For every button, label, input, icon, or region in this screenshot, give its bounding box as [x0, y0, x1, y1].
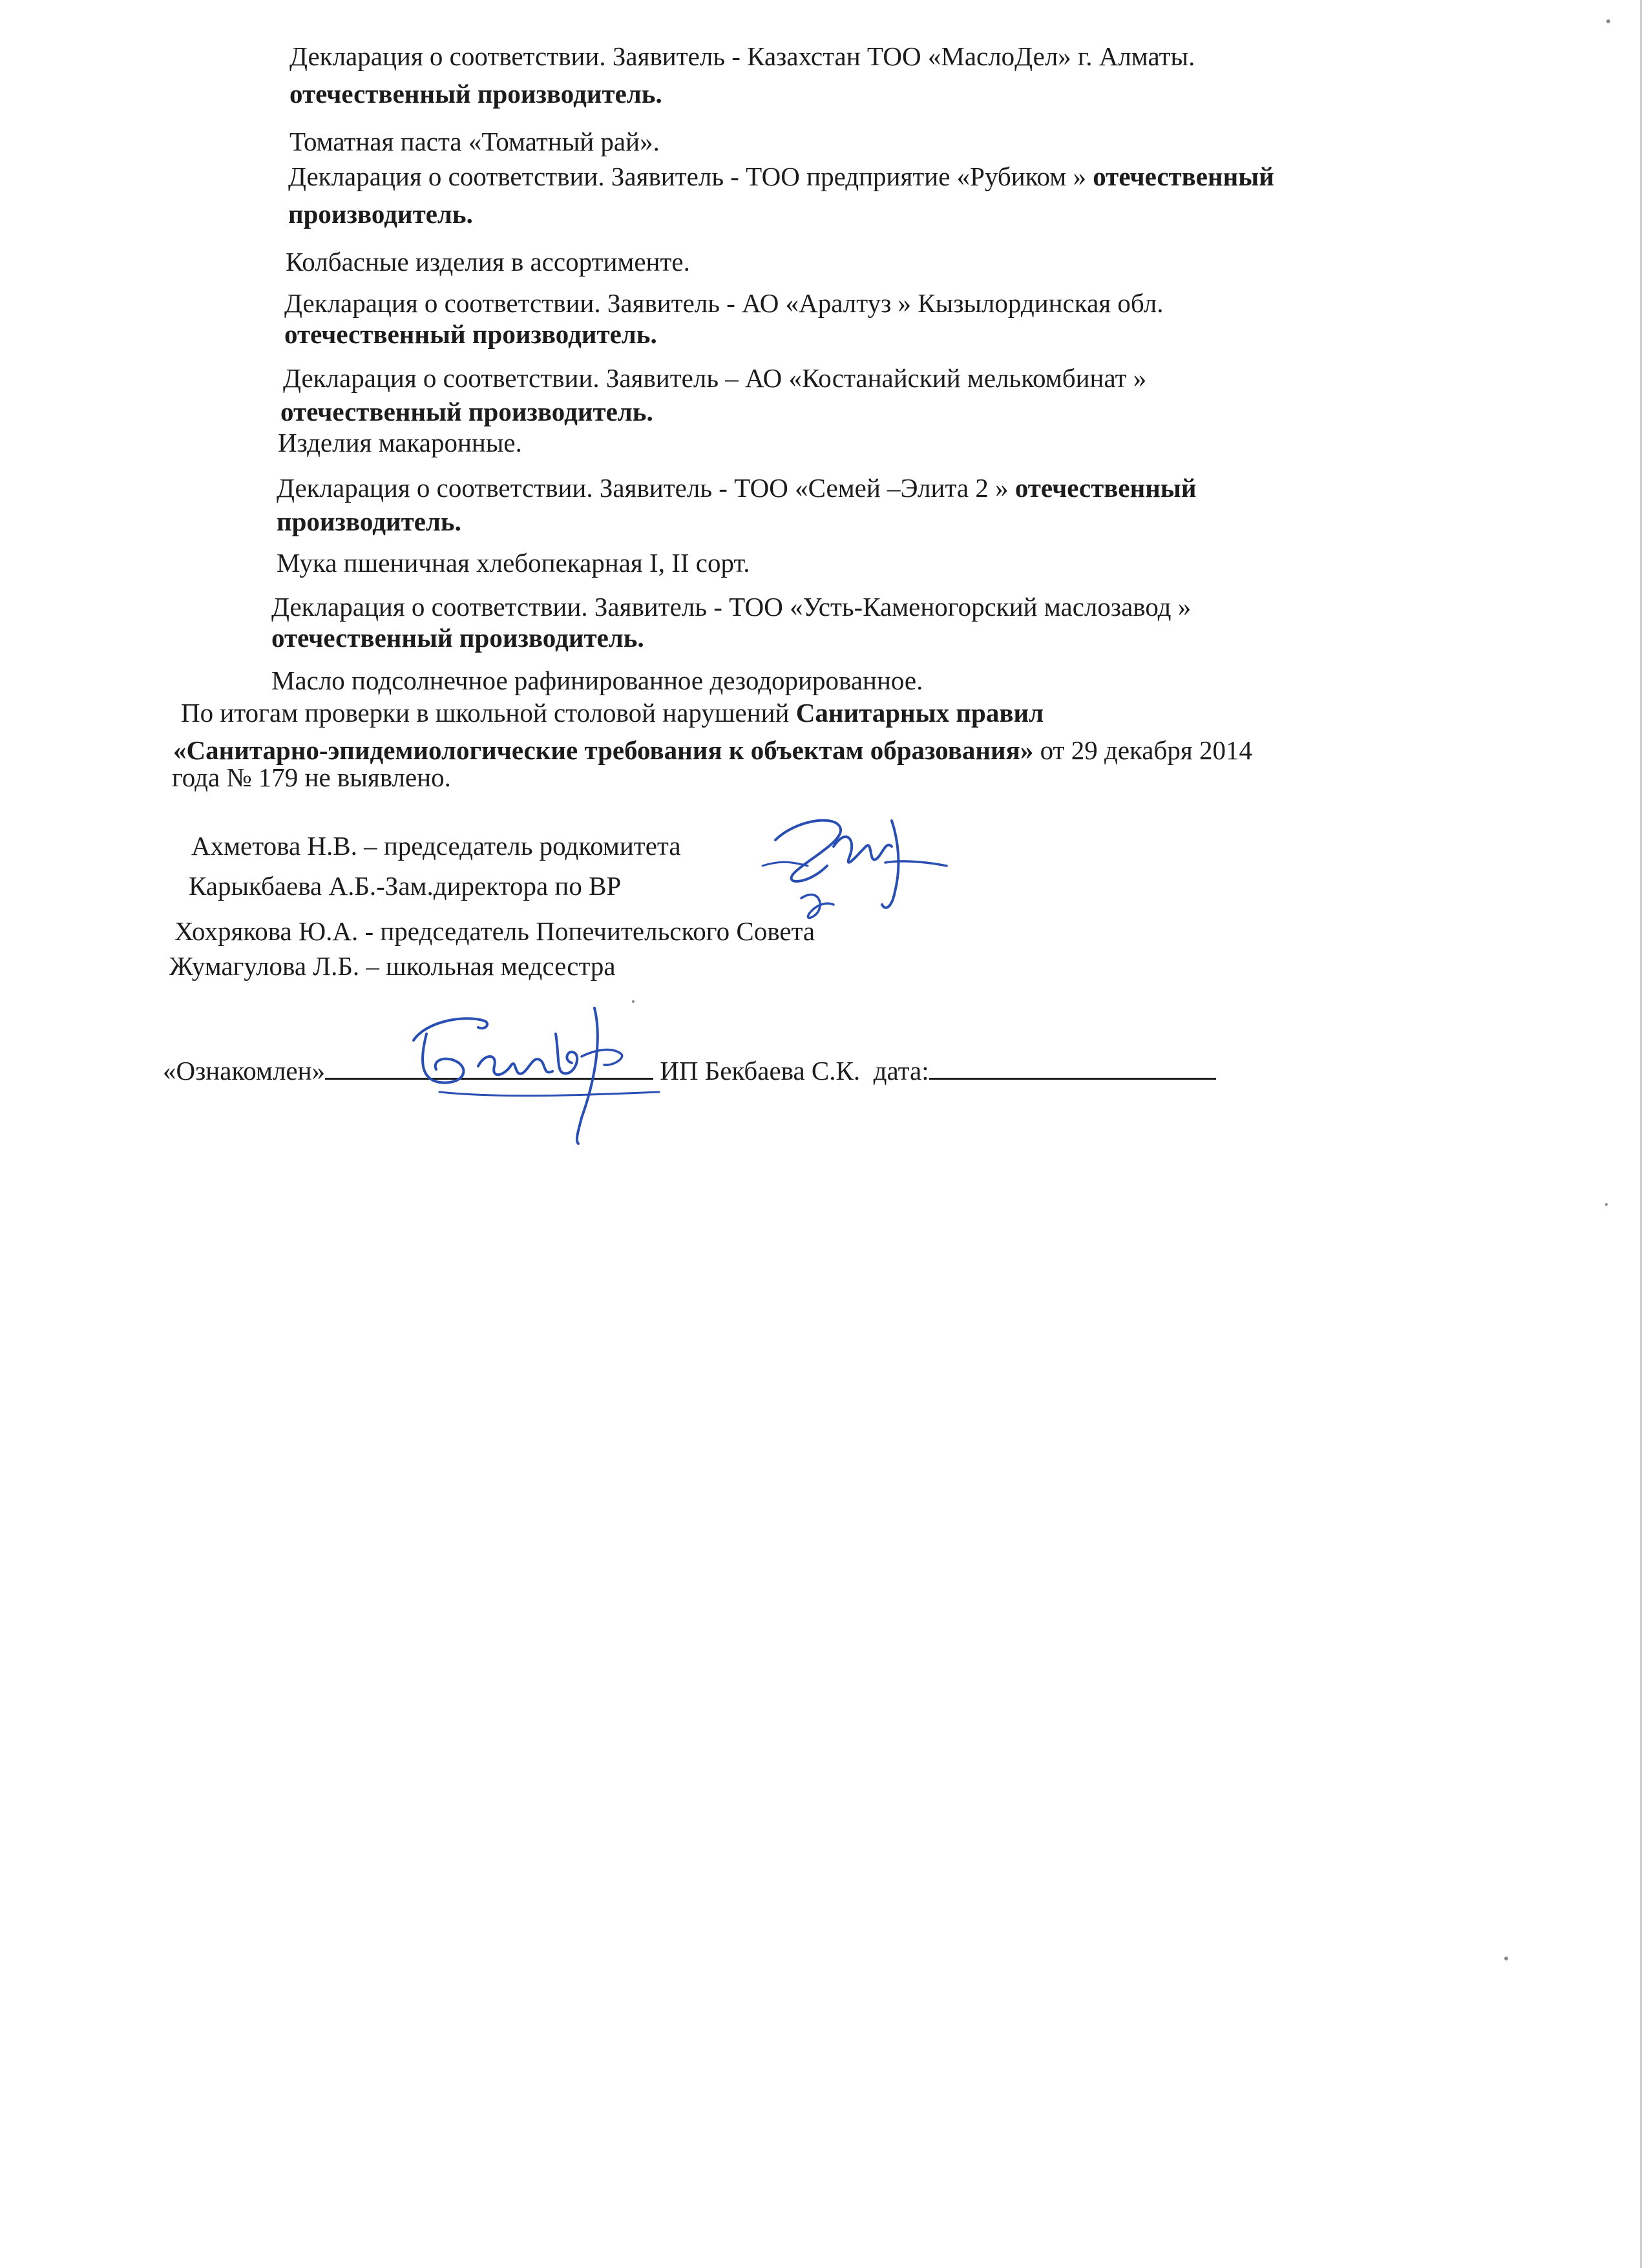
scan-speck: [1605, 1203, 1608, 1206]
member-khokhryakova: Хохрякова Ю.А. - председатель Попечительского Совета: [174, 916, 815, 946]
product-sausages: Колбасные изделия в ассортименте.: [286, 247, 690, 277]
decl-line-9: Декларация о соответствии. Заявитель – АО «Костанайский мелькомбинат »: [283, 363, 1147, 393]
product-tomato-paste: Томатная паста «Томатный рай».: [289, 127, 660, 156]
signature-akhmetova: [737, 801, 956, 930]
conclusion-line-2: «Санитарно-эпидемиологические требования к объектам образования» от 29 декабря 2014: [173, 735, 1252, 765]
decl-line-5: производитель.: [288, 199, 473, 229]
acknowledgement-line: [163, 1055, 1216, 1087]
decl-line-16: отечественный производитель.: [271, 623, 644, 653]
decl-line-4: Декларация о соответствии. Заявитель - ТОО предприятие «Рубиком » отечественный: [288, 162, 1274, 191]
date-label: дата:: [873, 1056, 929, 1086]
scan-speck: [632, 1000, 635, 1003]
decl-line-7: Декларация о соответствии. Заявитель - АО «Аралтуз » Кызылординская обл.: [284, 288, 1164, 318]
member-akhmetova: Ахметова Н.В. – председатель родкомитета: [191, 831, 681, 861]
decl-line-12: Декларация о соответствии. Заявитель - ТОО «Семей –Элита 2 » отечественный: [277, 473, 1197, 503]
acknowledged-label: «Ознакомлен»: [163, 1056, 326, 1086]
decl-line-8: отечественный производитель.: [284, 319, 657, 349]
scan-speck: [1504, 1957, 1508, 1960]
scan-speck: [1606, 19, 1610, 23]
acknowledged-name: ИП Бекбаева С.К.: [660, 1056, 861, 1086]
product-flour: Мука пшеничная хлебопекарная I, II сорт.: [277, 548, 750, 578]
scan-edge-line: [1640, 0, 1642, 2268]
decl-line-1: Декларация о соответствии. Заявитель - Казахстан ТОО «МаслоДел» г. Алматы.: [289, 41, 1195, 71]
conclusion-line-1: По итогам проверки в школьной столовой нарушений Санитарных правил: [181, 698, 1044, 728]
signature-bekbaeva: [388, 995, 672, 1150]
product-pasta: Изделия макаронные.: [278, 428, 522, 457]
decl-line-13: производитель.: [277, 507, 461, 536]
member-zhumagulova: Жумагулова Л.Б. – школьная медсестра: [169, 951, 616, 981]
decl-line-2: отечественный производитель.: [289, 79, 662, 109]
product-sunflower-oil: Масло подсолнечное рафинированное дезодорированное.: [271, 666, 923, 695]
conclusion-line-3: года № 179 не выявлено.: [172, 762, 451, 792]
decl-line-15: Декларация о соответствии. Заявитель - ТОО «Усть-Каменогорский маслозавод »: [271, 592, 1192, 622]
decl-line-10: отечественный производитель.: [280, 397, 653, 426]
date-blank: [929, 1055, 1216, 1080]
member-karykbaeva: Карыкбаева А.Б.-Зам.директора по ВР: [189, 871, 622, 901]
